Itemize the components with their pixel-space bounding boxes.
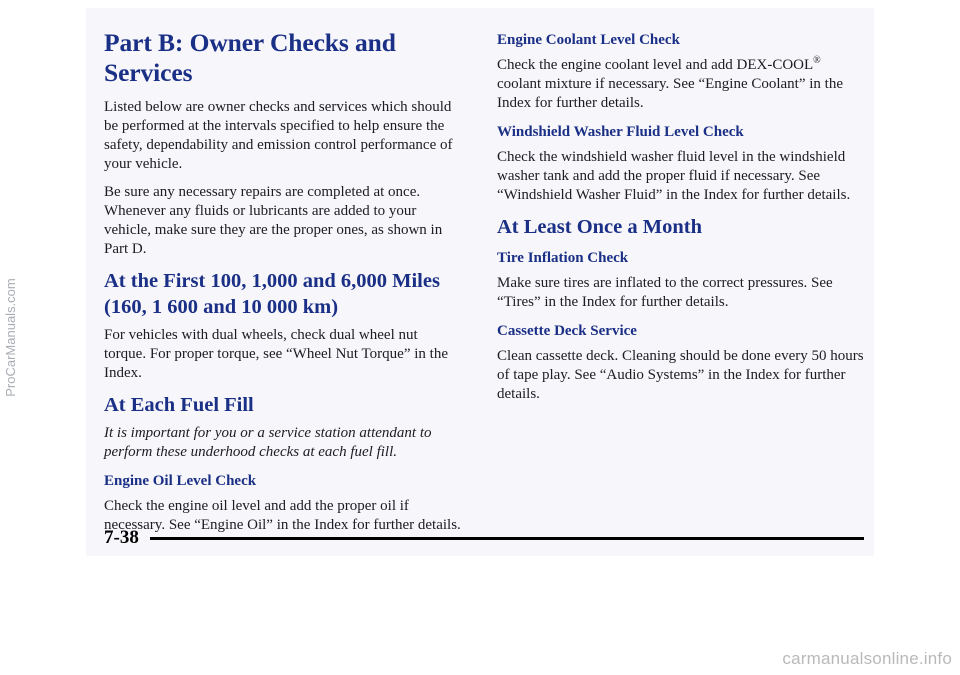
cassette-service-body: Clean cassette deck. Cleaning should be done every 50 hours of tape play. See “Audio Systems” in the Index for further details. bbox=[497, 348, 864, 402]
cassette-service-heading: Cassette Deck Service bbox=[497, 323, 637, 339]
first-miles-heading bbox=[104, 268, 462, 320]
tire-check-body: Make sure tires are inflated to the correct pressures. See “Tires” in the Index for further details. bbox=[497, 275, 833, 310]
oil-check-body: Check the engine oil level and add the proper oil if necessary. See “Engine Oil” in the Index for further details. bbox=[104, 498, 461, 533]
section-title: Part B: Owner Checks and Services bbox=[104, 28, 396, 87]
coolant-check-body bbox=[497, 56, 867, 113]
registered-mark: ® bbox=[813, 55, 821, 66]
intro-paragraph-1: Listed below are owner checks and services which should be performed at the intervals specified to help ensure the safety, dependability and emission control performance of your vehicle. bbox=[104, 99, 453, 172]
coolant-body-start: Check the engine coolant level and add DEX-COOL bbox=[497, 57, 814, 73]
washer-check-heading: Windshield Washer Fluid Level Check bbox=[497, 124, 744, 140]
oil-check-heading: Engine Oil Level Check bbox=[104, 473, 257, 489]
intro-paragraph-2: Be sure any necessary repairs are completed at once. Whenever any fluids or lubricants are added to your vehicle, make sure they are the proper ones, as shown in Part D. bbox=[104, 184, 443, 257]
vertical-watermark-text: ProCarManuals.com bbox=[2, 278, 18, 397]
coolant-check-heading: Engine Coolant Level Check bbox=[497, 32, 680, 48]
first-miles-body: For vehicles with dual wheels, check dual wheel nut torque. For proper torque, see “Wheel Nut Torque” in the Index. bbox=[104, 327, 448, 381]
footer-rule bbox=[150, 537, 864, 540]
left-column bbox=[104, 28, 462, 544]
washer-check-body: Check the windshield washer fluid level in the windshield washer tank and add the proper fluid if necessary. See “Windshield Washer Fluid” in the Index for further details. bbox=[497, 149, 851, 203]
vertical-watermark bbox=[0, 0, 20, 675]
right-column bbox=[497, 30, 867, 413]
first-miles-heading-line2: (160, 1 600 and 10 000 km) bbox=[104, 296, 339, 318]
tire-check-heading: Tire Inflation Check bbox=[497, 250, 629, 266]
fuel-fill-heading: At Each Fuel Fill bbox=[104, 394, 254, 416]
monthly-heading: At Least Once a Month bbox=[497, 216, 702, 238]
page-number: 7-38 bbox=[104, 527, 139, 548]
first-miles-heading-line1: At the First 100, 1,000 and 6,000 Miles bbox=[104, 270, 440, 292]
coolant-body-end: coolant mixture if necessary. See “Engine Coolant” in the Index for further details. bbox=[497, 76, 843, 111]
fuel-fill-note: It is important for you or a service station attendant to perform these underhood checks at each fuel fill. bbox=[104, 425, 432, 460]
bottom-watermark: carmanualsonline.info bbox=[782, 649, 952, 668]
